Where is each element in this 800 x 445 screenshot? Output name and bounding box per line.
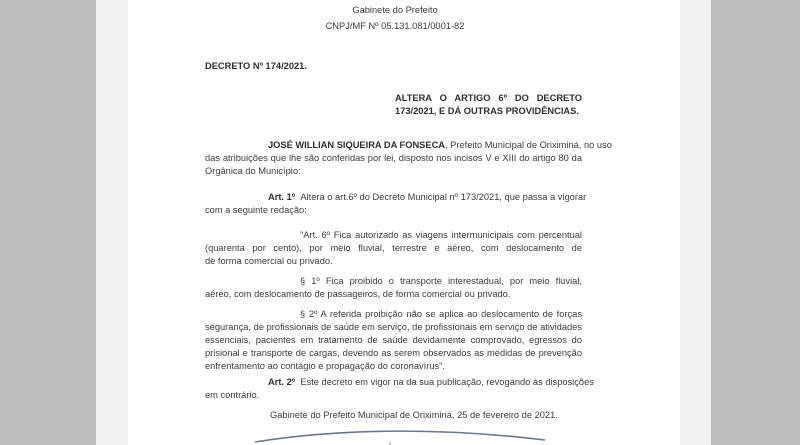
art2-line-1: Art. 2º Este decreto em vigor na da sua publicação, revogando às disposições [268, 377, 594, 387]
header-office: Gabinete do Prefeito [352, 5, 438, 15]
art6-line-2: (quarenta por cento), por meio fluvial, terrestre e aéreo, com deslocamento de [205, 243, 582, 253]
par2-line-5: enfrentamento ao contágio e propagação do coronavírus". [205, 361, 446, 371]
ementa-line-2: 173/2021, E DÁ OUTRAS PROVIDÊNCIAS. [395, 106, 579, 116]
art1-label: Art. 1º [268, 192, 296, 202]
art2-line-2: em contrário. [205, 390, 260, 400]
par2-line-3: essenciais, pacientes em tratamento de saúde devidamente comprovado, egressos do [205, 335, 582, 345]
header-cnpj: CNPJ/MF Nº 05.131.081/0001-82 [325, 21, 465, 31]
art6-line-3: de forma comercial ou privado. [205, 256, 333, 266]
art2-label: Art. 2º [268, 377, 296, 387]
preamble-line-3: Orgânica do Município: [205, 166, 301, 176]
art6-line-1: "Art. 6º Fica autorizado as viagens intermunicipais com percentual [300, 230, 582, 240]
par2-line-1: § 2º A referida proibição não se aplica ao deslocamento de forças [300, 309, 582, 319]
preamble-line-2: das atribuições que lhe são conferidas por lei, disposto nos incisos V e XIII do artigo 80 da [205, 153, 582, 163]
decree-number: DECRETO Nº 174/2021. [205, 61, 307, 71]
art1-line-2: com a seguinte redação: [205, 205, 307, 215]
par1-line-2: aéreo, com deslocamento de passageiros, de forma comercial ou privado. [205, 289, 511, 299]
par2-line-2: segurança, de profissionais de saúde em serviço, de profissionais em serviço de atividades [205, 322, 582, 332]
par2-line-4: prisional e transporte de cargas, devendo as serem observados as medidas de prevenção [205, 348, 582, 358]
closing-line: Gabinete do Prefeito Municipal de Oriximiná, 25 de fevereiro de 2021. [270, 410, 558, 420]
mayor-name: JOSÉ WILLIAN SIQUEIRA DA FONSECA [268, 140, 445, 150]
par1-line-1: § 1º Fica proibido o transporte interestadual, por meio fluvial, [300, 276, 582, 286]
preamble-line-1: JOSÉ WILLIAN SIQUEIRA DA FONSECA, Prefeito Municipal de Oriximiná, no uso [268, 140, 612, 150]
ementa-line-1: ALTERA O ARTIGO 6º DO DECRETO [395, 93, 582, 103]
art1-line-1: Art. 1º Altera o art.6º do Decreto Municipal nº 173/2021, que passa a vigorar [268, 192, 587, 202]
